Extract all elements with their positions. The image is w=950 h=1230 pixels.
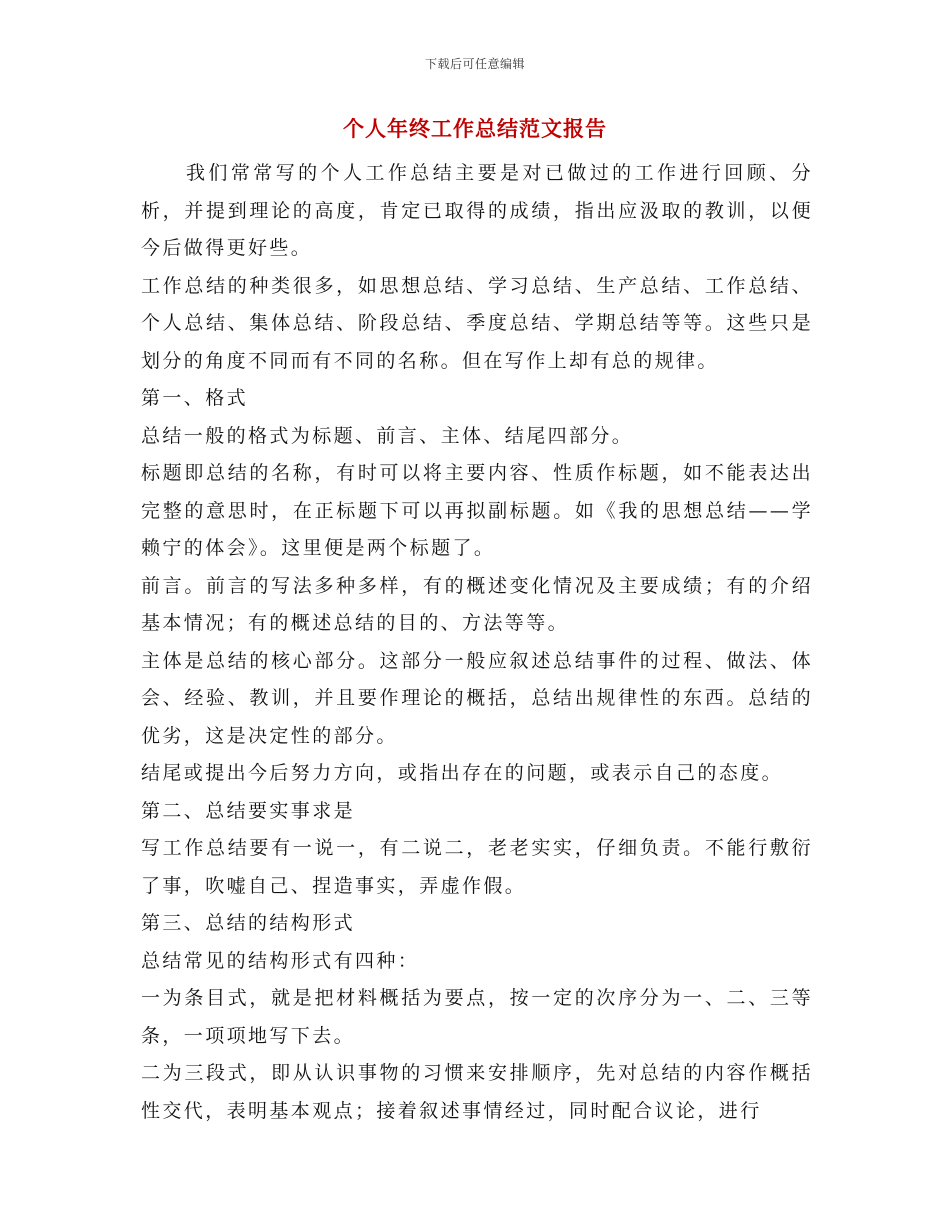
header-note: 下载后可任意编辑 <box>424 57 525 71</box>
paragraph-preface-part: 前言。前言的写法多种多样，有的概述变化情况及主要成绩；有的介绍基本情况；有的概述总结的目的、方法等等。 <box>141 574 813 634</box>
paragraph-structure-itemized: 一为条目式，就是把材料概括为要点，按一定的次序分为一、二、三等条，一项项地写下去。 <box>141 987 813 1047</box>
paragraph-truth: 写工作总结要有一说一，有二说二，老老实实，仔细负责。不能行敷衍了事，吹嘘自己、捏造事实，弄虚作假。 <box>141 837 813 897</box>
paragraph-structure-three-part: 二为三段式，即从认识事物的习惯来安排顺序，先对总结的内容作概括性交代，表明基本观点；接着叙述事情经过，同时配合议论，进行 <box>141 1062 813 1122</box>
paragraph-intro: 我们常常写的个人工作总结主要是对已做过的工作进行回顾、分析，并提到理论的高度，肯定已取得的成绩，指出应汲取的教训，以便今后做得更好些。 <box>141 162 813 259</box>
document-title: 个人年终工作总结范文报告 <box>343 116 607 141</box>
section-heading-structure: 第三、总结的结构形式 <box>141 912 356 934</box>
section-heading-format: 第一、格式 <box>141 387 249 409</box>
paragraph-title-part: 标题即总结的名称，有时可以将主要内容、性质作标题，如不能表达出完整的意思时，在正标题下可以再拟副标题。如《我的思想总结——学赖宁的体会》。这里便是两个标题了。 <box>141 462 813 559</box>
section-heading-truth: 第二、总结要实事求是 <box>141 799 356 822</box>
document-body <box>141 155 813 1130</box>
paragraph-main-part: 主体是总结的核心部分。这部分一般应叙述总结事件的过程、做法、体会、经验、教训，并且要作理论的概括，总结出规律性的东西。总结的优劣，这是决定性的部分。 <box>141 649 813 747</box>
paragraph-ending-part: 结尾或提出今后努力方向，或指出存在的问题，或表示自己的态度。 <box>141 762 784 784</box>
paragraph-format-overview: 总结一般的格式为标题、前言、主体、结尾四部分。 <box>141 424 634 447</box>
paragraph-types: 工作总结的种类很多，如思想总结、学习总结、生产总结、工作总结、个人总结、集体总结、阶段总结、季度总结、学期总结等等。这些只是划分的角度不同而有不同的名称。但在写作上却有总的规律。 <box>141 274 813 372</box>
paragraph-structure-overview: 总结常见的结构形式有四种： <box>141 949 420 972</box>
